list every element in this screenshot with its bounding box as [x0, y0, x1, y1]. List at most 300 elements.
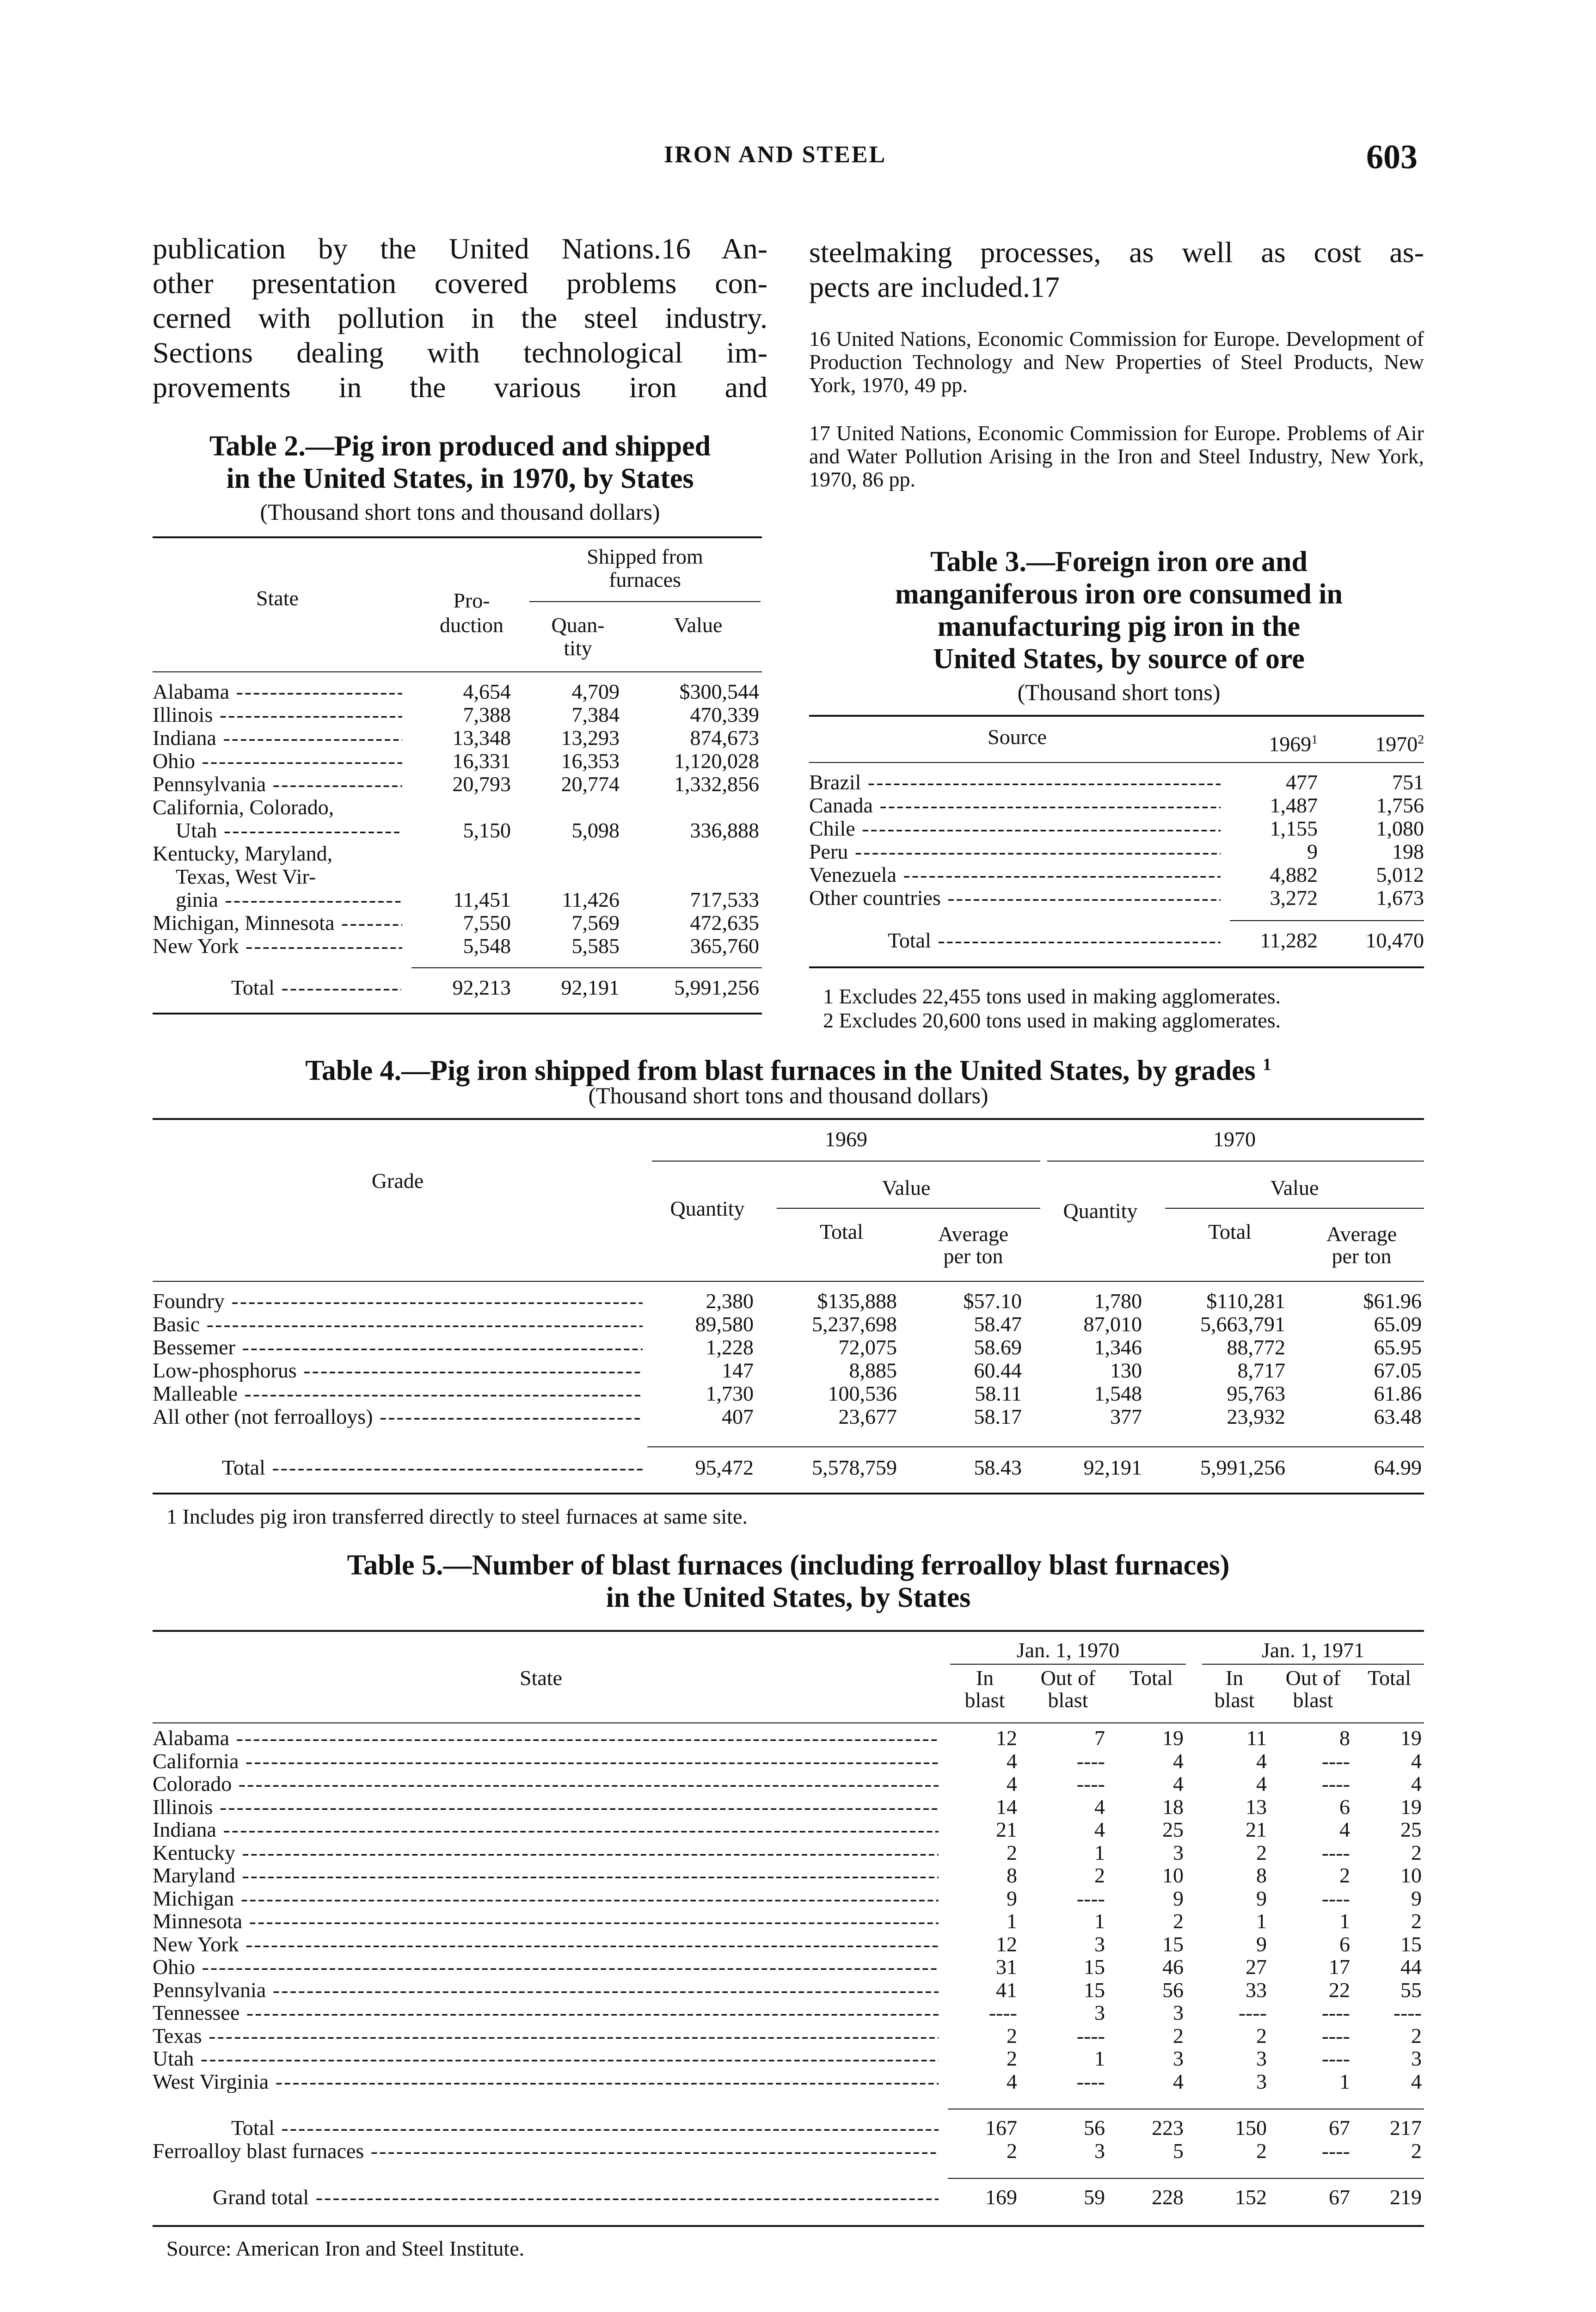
table5-total-in-blast-1970: 167: [985, 2116, 1017, 2140]
table5-ferroalloy-total-1970: 5: [1173, 2139, 1184, 2163]
table5-bottom-rule: [153, 2225, 1424, 2227]
table5-header-in-1970-line1: In: [976, 1666, 994, 1690]
table4-row-total-1970: $110,281: [1206, 1289, 1285, 1313]
table2-row-state: Texas, West Vir-: [176, 865, 316, 888]
table2-row-production: 5,150: [463, 818, 511, 842]
table4-row-average-1969: 58.17: [974, 1405, 1022, 1428]
table2-row-quantity: 13,293: [561, 726, 620, 750]
table3-header-1970-note: 2: [1418, 732, 1424, 746]
table4-header-value-1970: Value: [1270, 1176, 1319, 1199]
table2-row-quantity: 16,353: [561, 749, 620, 773]
table3-total-label: Total -----: [888, 929, 1221, 952]
table3-title-line2: manganiferous iron ore consumed in: [895, 578, 1343, 610]
table5-top-rule: [153, 1630, 1424, 1632]
table4-row-quantity-1970: 130: [1110, 1359, 1142, 1382]
table5-row-out-blast-1971: 8: [1339, 1726, 1350, 1750]
table5-row-out-blast-1970: 1: [1094, 1840, 1105, 1864]
table4-total-t70: 5,991,256: [1200, 1456, 1285, 1479]
table5-row-in-blast-1970: 41: [996, 1978, 1017, 2002]
table4-title-note: 1: [1263, 1055, 1271, 1074]
table3-header-rule: [809, 762, 1424, 763]
table4-total-a69: 58.43: [974, 1456, 1022, 1479]
table4-header-total-1970: Total: [1208, 1220, 1252, 1243]
table4-total-rule: [647, 1446, 1424, 1447]
table5-row-in-blast-1970: 31: [996, 1955, 1017, 1979]
table2-row-value: 336,888: [690, 818, 759, 842]
table4-row-quantity-1969: 89,580: [695, 1312, 754, 1336]
table5-header-in-blast-1971: [1197, 1667, 1271, 1711]
table3-total-rule: [1230, 920, 1424, 921]
body-line: Sections dealing with technological im-: [153, 336, 767, 369]
table4-row-total-1969: 100,536: [828, 1382, 897, 1405]
table5-header-total-1970: Total: [1129, 1666, 1173, 1690]
table2-row-state: California, Colorado,: [153, 795, 334, 819]
table5-row-total-1970: 25: [1162, 1818, 1184, 1841]
table3-total-1970: 10,470: [1365, 928, 1424, 952]
table3-row-1970: 198: [1392, 840, 1424, 863]
table5-row-total-1970: 4: [1173, 1749, 1184, 1773]
table5-row-out-blast-1971: ----: [1321, 1886, 1350, 1910]
table5-row-out-blast-1971: 1: [1339, 1909, 1350, 1933]
table5-row-state: Maryland -----: [153, 1864, 939, 1887]
table3-header-source: Source: [988, 725, 1047, 749]
table4-row-total-1970: 8,717: [1237, 1359, 1285, 1382]
table2-row-quantity: 7,569: [571, 911, 620, 935]
table2-title-line2: in the United States, in 1970, by States: [226, 463, 694, 494]
body-line: pects are included.17: [809, 271, 1060, 303]
table4-1969-rule: [652, 1161, 1040, 1162]
footnote-16: 16 United Nations, Economic Commission for Europe. Development of Production Technology and New Properties of Steel Products, New York, 1970, 49 pp.: [809, 327, 1424, 397]
body-line: publication by the United Nations.16 An-: [153, 232, 767, 265]
table5-row-in-blast-1971: 8: [1256, 1863, 1267, 1887]
table4-row-grade: Basic -----: [153, 1313, 643, 1335]
table2-row-production: 11,451: [453, 888, 511, 911]
body-line: other presentation covered problems con-: [153, 267, 767, 300]
table4-row-total-1969: 5,237,698: [812, 1312, 897, 1336]
table4-row-total-1970: 88,772: [1227, 1335, 1285, 1359]
table5-row-in-blast-1971: 9: [1256, 1886, 1267, 1910]
table5-row-state: California -----: [153, 1750, 939, 1772]
table4-top-rule: [153, 1118, 1424, 1120]
table5-row-total-1970: 3: [1173, 2047, 1184, 2070]
table4-total-label: Total -----: [222, 1457, 643, 1479]
table3-row-source: Brazil -----: [809, 771, 1221, 793]
table5-row-out-blast-1970: 2: [1094, 1863, 1105, 1887]
table5-row-out-blast-1971: 17: [1329, 1955, 1350, 1979]
table4-row-quantity-1970: 87,010: [1083, 1312, 1142, 1336]
table5-title-line2: in the United States, by States: [606, 1582, 971, 1613]
table2-header-shipped-2: furnaces: [609, 568, 681, 591]
table5-row-state: New York -----: [153, 1933, 939, 1955]
table5-row-total-1971: 15: [1400, 1932, 1422, 1956]
table2-total-rule: [411, 967, 762, 968]
table5-total-out-blast-1971: 67: [1329, 2116, 1350, 2140]
table4-total-q70: 92,191: [1083, 1456, 1142, 1479]
table3-title-line3: manufacturing pig iron in the: [937, 611, 1301, 642]
table4-bottom-rule: [153, 1493, 1424, 1494]
table4-header-quantity-1970: Quantity: [1063, 1199, 1138, 1223]
table5-row-total-1971: 25: [1400, 1818, 1422, 1841]
table5-row-state: Alabama -----: [153, 1727, 939, 1749]
table4-header-average-1970: [1299, 1223, 1424, 1267]
table4-row-average-1969: $57.10: [963, 1289, 1022, 1313]
table5-row-state: Utah -----: [153, 2048, 939, 2070]
table5-ferroalloy-state: Ferroalloy blast furnaces -----: [153, 2140, 939, 2162]
table2-row-quantity: 5,098: [571, 818, 620, 842]
table2-row-production: 4,654: [463, 680, 511, 703]
table4-row-average-1970: 61.86: [1374, 1382, 1422, 1405]
table5-row-total-1971: 4: [1411, 2069, 1422, 2093]
table5-row-total-1970: 15: [1162, 1932, 1184, 1956]
table3-row-1969: 9: [1307, 840, 1318, 863]
table5-row-out-blast-1970: 1: [1094, 2047, 1105, 2070]
table2-row-quantity: 11,426: [562, 888, 620, 911]
table4-header-average-1969-line1: Average: [938, 1222, 1009, 1246]
table5-jan1971-rule: [1202, 1664, 1424, 1665]
table2-title-line1: Table 2.—Pig iron produced and shipped: [209, 430, 711, 462]
table4-row-total-1969: 72,075: [838, 1335, 897, 1359]
table5-header-out-1971-line2: blast: [1293, 1688, 1333, 1712]
table2-row-state: Pennsylvania -----: [153, 773, 402, 795]
table2-row-production: 16,331: [452, 749, 511, 773]
table2-row-state: Ohio -----: [153, 750, 402, 772]
table5-row-in-blast-1970: 21: [996, 1818, 1017, 1841]
table4-total-a70: 64.99: [1374, 1456, 1422, 1479]
table5-title: [153, 1549, 1424, 1614]
table5-source: Source: American Iron and Steel Institute.: [166, 2237, 525, 2260]
table3-header-1970-label: 1970: [1375, 732, 1418, 756]
table5-row-out-blast-1970: ----: [1076, 2023, 1105, 2048]
table5-row-in-blast-1970: 2: [1007, 2023, 1017, 2048]
table5-row-total-1971: 2: [1411, 2023, 1422, 2048]
table4-row-total-1969: $135,888: [817, 1289, 897, 1313]
table2-row-quantity: 20,774: [561, 772, 620, 796]
table4-row-average-1969: 60.44: [974, 1359, 1022, 1382]
table5-row-state: Minnesota -----: [153, 1910, 939, 1932]
table5-row-total-1971: 19: [1400, 1795, 1422, 1819]
table3-note-1: 1 Excludes 22,455 tons used in making agglomerates.: [823, 984, 1281, 1008]
table3-row-1969: 477: [1286, 770, 1318, 794]
table5-row-in-blast-1970: 12: [996, 1726, 1017, 1750]
table5-row-in-blast-1971: 4: [1256, 1772, 1267, 1795]
table5-row-state: Michigan -----: [153, 1888, 939, 1910]
table5-row-out-blast-1971: 6: [1339, 1932, 1350, 1956]
table5-row-state: Indiana -----: [153, 1819, 939, 1841]
table5-row-in-blast-1970: 4: [1007, 2069, 1017, 2093]
table3-title-line1: Table 3.—Foreign iron ore and: [930, 546, 1307, 578]
table4-1970-rule: [1047, 1161, 1424, 1162]
table5-row-total-1971: 19: [1400, 1726, 1422, 1750]
table4-row-quantity-1970: 1,780: [1094, 1289, 1142, 1313]
table4-row-quantity-1969: 1,730: [706, 1382, 754, 1405]
table4-row-grade: All other (not ferroalloys) -----: [153, 1406, 643, 1428]
table4-row-grade: Bessemer -----: [153, 1336, 643, 1359]
table2-row-value: $300,544: [679, 680, 759, 703]
table5-row-state: Texas -----: [153, 2025, 939, 2047]
table5-row-total-1970: 19: [1162, 1726, 1184, 1750]
table2-row-production: 20,793: [452, 772, 511, 796]
table5-row-out-blast-1970: ----: [1076, 2069, 1105, 2093]
table5-row-total-1971: 2: [1411, 1840, 1422, 1864]
table5-grand-total-total-1971: 219: [1390, 2185, 1422, 2209]
table2-top-rule: [153, 536, 762, 538]
table5-row-in-blast-1971: 3: [1256, 2069, 1267, 2093]
table3-row-source: Canada -----: [809, 794, 1221, 817]
table3-row-source: Peru -----: [809, 841, 1221, 863]
table5-row-total-1970: 3: [1173, 2001, 1184, 2024]
table2-row-state: Kentucky, Maryland,: [153, 842, 333, 865]
table5-row-total-1971: 10: [1400, 1863, 1422, 1887]
table2-row-production: 5,548: [463, 934, 511, 958]
table5-total-total-1970: 223: [1152, 2116, 1184, 2140]
table4-row-total-1969: 23,677: [838, 1405, 897, 1428]
table5-row-in-blast-1970: 9: [1007, 1886, 1017, 1910]
table5-header-out-1970-line1: Out of: [1040, 1666, 1096, 1690]
table5-row-out-blast-1970: 15: [1084, 1978, 1105, 2002]
table5-row-out-blast-1970: ----: [1076, 1772, 1105, 1795]
table4-row-quantity-1969: 407: [722, 1405, 754, 1428]
table5-row-total-1971: ----: [1393, 2001, 1422, 2024]
table2-row-state: Illinois -----: [153, 704, 402, 726]
table5-row-total-1970: 2: [1173, 2023, 1184, 2048]
table5-header-in-1971-line1: In: [1225, 1666, 1244, 1690]
table2-row-quantity: 4,709: [571, 680, 620, 703]
table4-title: [153, 1049, 1424, 1087]
table4-header-rule: [153, 1281, 1424, 1282]
table5-row-in-blast-1971: 2: [1256, 2023, 1267, 2048]
table4-value-1969-rule: [777, 1208, 1040, 1209]
table4-value-1970-rule: [1165, 1208, 1424, 1209]
table5-row-out-blast-1971: 22: [1329, 1978, 1350, 2002]
table5-ferroalloy-in-blast-1970: 2: [1007, 2139, 1017, 2163]
table5-jan1970-rule: [950, 1664, 1186, 1665]
table2-total-quantity: 92,191: [561, 976, 620, 999]
table2-row-value: 470,339: [690, 703, 759, 726]
table4-total-t69: 5,578,759: [812, 1456, 897, 1479]
table2-row-quantity: 5,585: [571, 934, 620, 958]
table3-row-1970: 751: [1392, 770, 1424, 794]
table5-row-in-blast-1971: 3: [1256, 2047, 1267, 2070]
table4-header-1970: 1970: [1213, 1127, 1256, 1151]
table5-header-out-blast-1971: [1271, 1667, 1355, 1711]
table5-row-in-blast-1970: 12: [996, 1932, 1017, 1956]
table5-total-state: Total -----: [231, 2117, 939, 2139]
table5-row-in-blast-1970: 14: [996, 1795, 1017, 1819]
table3-row-source: Other countries -----: [809, 887, 1221, 909]
table5-header-in-blast-1970: [948, 1667, 1022, 1711]
table5-row-state: Kentucky -----: [153, 1842, 939, 1864]
table5-row-total-1970: 2: [1173, 1909, 1184, 1933]
table4-row-average-1969: 58.69: [974, 1335, 1022, 1359]
table5-header-out-1970-line2: blast: [1048, 1688, 1088, 1712]
table5-ferroalloy-in-blast-1971: 2: [1256, 2139, 1267, 2163]
table5-row-in-blast-1970: 4: [1007, 1749, 1017, 1773]
table5-ferroalloy-total-1971: 2: [1411, 2139, 1422, 2163]
table2-row-quantity: 7,384: [571, 703, 620, 726]
table4-row-grade: Low-phosphorus -----: [153, 1359, 643, 1382]
table5-row-state: Pennsylvania -----: [153, 1979, 939, 2001]
table4-header-grade: Grade: [371, 1169, 424, 1193]
table4-row-quantity-1969: 1,228: [706, 1335, 754, 1359]
table5-header-total-1971: Total: [1368, 1666, 1411, 1690]
table2-total-production: 92,213: [452, 976, 511, 999]
table5-row-out-blast-1970: ----: [1076, 1749, 1105, 1773]
table5-row-out-blast-1970: 7: [1094, 1726, 1105, 1750]
table2-header-production-2: duction: [440, 613, 503, 637]
table5-row-in-blast-1970: 1: [1007, 1909, 1017, 1933]
table4-header-average-1969-line2: per ton: [943, 1244, 1003, 1268]
table4-row-average-1970: 65.09: [1374, 1312, 1422, 1336]
table4-row-quantity-1970: 377: [1110, 1405, 1142, 1428]
table5-header-jan1971: Jan. 1, 1971: [1261, 1638, 1365, 1662]
table5-row-total-1970: 56: [1162, 1978, 1184, 2002]
table5-row-state: West Virginia -----: [153, 2071, 939, 2093]
table5-row-state: Ohio -----: [153, 1956, 939, 1978]
table2-header-state: State: [256, 586, 299, 610]
table3-row-source: Chile -----: [809, 818, 1221, 840]
table5-row-total-1971: 2: [1411, 1909, 1422, 1933]
table5-row-total-1970: 4: [1173, 2069, 1184, 2093]
table4-row-average-1969: 58.47: [974, 1312, 1022, 1336]
table5-title-line1: Table 5.—Number of blast furnaces (including ferroalloy blast furnaces): [347, 1550, 1230, 1581]
table5-row-in-blast-1971: 4: [1256, 1749, 1267, 1773]
table2-row-state: New York -----: [153, 935, 402, 957]
table5-row-in-blast-1970: 2: [1007, 2047, 1017, 2070]
table4-header-1969: 1969: [825, 1127, 867, 1151]
table5-row-in-blast-1971: 1: [1256, 1909, 1267, 1933]
table4-header-average-1970-line2: per ton: [1332, 1244, 1392, 1268]
body-line: steelmaking processes, as well as cost as-: [809, 236, 1424, 269]
left-body-text: [153, 231, 767, 405]
table5-row-in-blast-1971: 11: [1246, 1726, 1267, 1750]
table5-row-total-1971: 4: [1411, 1749, 1422, 1773]
table5-row-out-blast-1971: 6: [1339, 1795, 1350, 1819]
table4-row-total-1969: 8,885: [849, 1359, 897, 1382]
table2-title: [153, 430, 767, 495]
table3-title: [809, 546, 1429, 675]
table5-header-rule: [153, 1722, 1424, 1723]
table5-grand-total-total-1970: 228: [1152, 2185, 1184, 2209]
table4-row-total-1970: 95,763: [1227, 1382, 1285, 1405]
table5-row-total-1971: 4: [1411, 1772, 1422, 1795]
table5-grand-total-out-blast-1970: 59: [1084, 2185, 1105, 2209]
page-number: 603: [1366, 138, 1418, 176]
table5-ferroalloy-out-blast-1971: ----: [1321, 2139, 1350, 2163]
table5-row-total-1970: 9: [1173, 1886, 1184, 1910]
table5-total-out-blast-1970: 56: [1084, 2116, 1105, 2140]
table2-row-state: Alabama -----: [153, 681, 402, 703]
table2-header-quantity-2: tity: [564, 636, 592, 660]
table4-row-average-1970: $61.96: [1363, 1289, 1422, 1313]
table5-row-out-blast-1971: 1: [1339, 2069, 1350, 2093]
table4-row-average-1970: 67.05: [1374, 1359, 1422, 1382]
table5-total-in-blast-1971: 150: [1235, 2116, 1267, 2140]
table5-row-in-blast-1971: 33: [1246, 1978, 1267, 2002]
table2-header-rule: [153, 671, 762, 672]
table2-header-value: Value: [674, 613, 723, 637]
table2-row-state: Utah -----: [176, 819, 402, 842]
table4-row-average-1969: 58.11: [975, 1382, 1022, 1405]
table5-grand-total-out-blast-1971: 67: [1329, 2185, 1350, 2209]
table3-header-1969-note: 1: [1311, 732, 1318, 746]
table5-row-in-blast-1970: 2: [1007, 1840, 1017, 1864]
table5-row-out-blast-1971: ----: [1321, 2023, 1350, 2048]
table5-row-in-blast-1971: 9: [1256, 1932, 1267, 1956]
table2-subtitle: (Thousand short tons and thousand dollars): [260, 499, 660, 525]
table2-row-state: ginia -----: [176, 889, 402, 911]
running-title: IRON AND STEEL: [664, 141, 887, 168]
table5-row-total-1971: 3: [1411, 2047, 1422, 2070]
table4-subtitle: (Thousand short tons and thousand dollars): [588, 1082, 988, 1108]
table2-row-value: 717,533: [690, 888, 759, 911]
table2-row-value: 365,760: [690, 934, 759, 958]
footnote-17: 17 United Nations, Economic Commission for Europe. Problems of Air and Water Pollution Arising in the Iron and Steel Industry, New York, 1970, 86 pp.: [809, 421, 1424, 491]
table2-row-value: 472,635: [690, 911, 759, 935]
table5-grand-total-state: Grand total -----: [213, 2186, 939, 2208]
table2-shipped-rule: [529, 601, 761, 602]
table5-row-out-blast-1971: ----: [1321, 2047, 1350, 2070]
table5-row-state: Colorado -----: [153, 1773, 939, 1795]
table4-header-average-1969: [911, 1223, 1036, 1267]
table3-row-1970: 1,673: [1376, 886, 1424, 910]
table5-row-out-blast-1971: ----: [1321, 1772, 1350, 1795]
table5-grand-rule: [948, 2178, 1424, 2179]
table5-header-jan1970: Jan. 1, 1970: [1016, 1638, 1120, 1662]
table5-header-out-1971-line1: Out of: [1285, 1666, 1341, 1690]
table3-row-1969: 1,155: [1270, 817, 1318, 840]
table5-row-in-blast-1971: 21: [1246, 1818, 1267, 1841]
table3-row-1970: 5,012: [1376, 863, 1424, 886]
table2-header-shipped-1: Shipped from: [587, 545, 703, 568]
table3-row-1969: 1,487: [1270, 793, 1318, 817]
table5-row-total-1971: 9: [1411, 1886, 1422, 1910]
table3-note-2: 2 Excludes 20,600 tons used in making agglomerates.: [823, 1008, 1281, 1032]
table5-row-in-blast-1970: 4: [1007, 1772, 1017, 1795]
table4-total-q69: 95,472: [695, 1456, 754, 1479]
table2-header-quantity-1: Quan-: [551, 613, 605, 637]
table4-header-value-1969: Value: [882, 1176, 931, 1199]
table5-total-total-1971: 217: [1390, 2116, 1422, 2140]
table5-row-in-blast-1971: ----: [1238, 2001, 1267, 2024]
table3-header-1969: [1225, 728, 1318, 755]
table2-total-value: 5,991,256: [674, 976, 759, 999]
table4-row-grade: Foundry -----: [153, 1290, 643, 1312]
table5-row-out-blast-1970: 1: [1094, 1909, 1105, 1933]
table5-row-total-1971: 44: [1400, 1955, 1422, 1979]
table5-header-in-1971-line2: blast: [1214, 1688, 1255, 1712]
table5-row-out-blast-1970: 4: [1094, 1795, 1105, 1819]
table3-row-1969: 3,272: [1270, 886, 1318, 910]
table2-row-production: 7,550: [463, 911, 511, 935]
table2-row-value: 874,673: [690, 726, 759, 750]
table4-row-quantity-1969: 2,380: [706, 1289, 754, 1313]
table2-row-value: 1,332,856: [674, 772, 759, 796]
table3-header-1970: [1327, 728, 1424, 755]
table5-grand-total-in-blast-1970: 169: [985, 2185, 1017, 2209]
table2-bottom-rule: [153, 1013, 762, 1015]
table4-row-grade: Malleable -----: [153, 1383, 643, 1405]
table5-row-in-blast-1970: 8: [1007, 1863, 1017, 1887]
table5-row-total-1970: 4: [1173, 1772, 1184, 1795]
table5-row-total-1970: 18: [1162, 1795, 1184, 1819]
table3-header-1969-label: 1969: [1269, 732, 1312, 756]
table4-row-quantity-1969: 147: [722, 1359, 754, 1382]
right-body-text: [809, 235, 1424, 304]
table5-row-state: Illinois -----: [153, 1796, 939, 1818]
table5-row-total-1970: 10: [1162, 1863, 1184, 1887]
table3-row-1970: 1,756: [1376, 793, 1424, 817]
table5-row-in-blast-1970: ----: [988, 2001, 1017, 2024]
